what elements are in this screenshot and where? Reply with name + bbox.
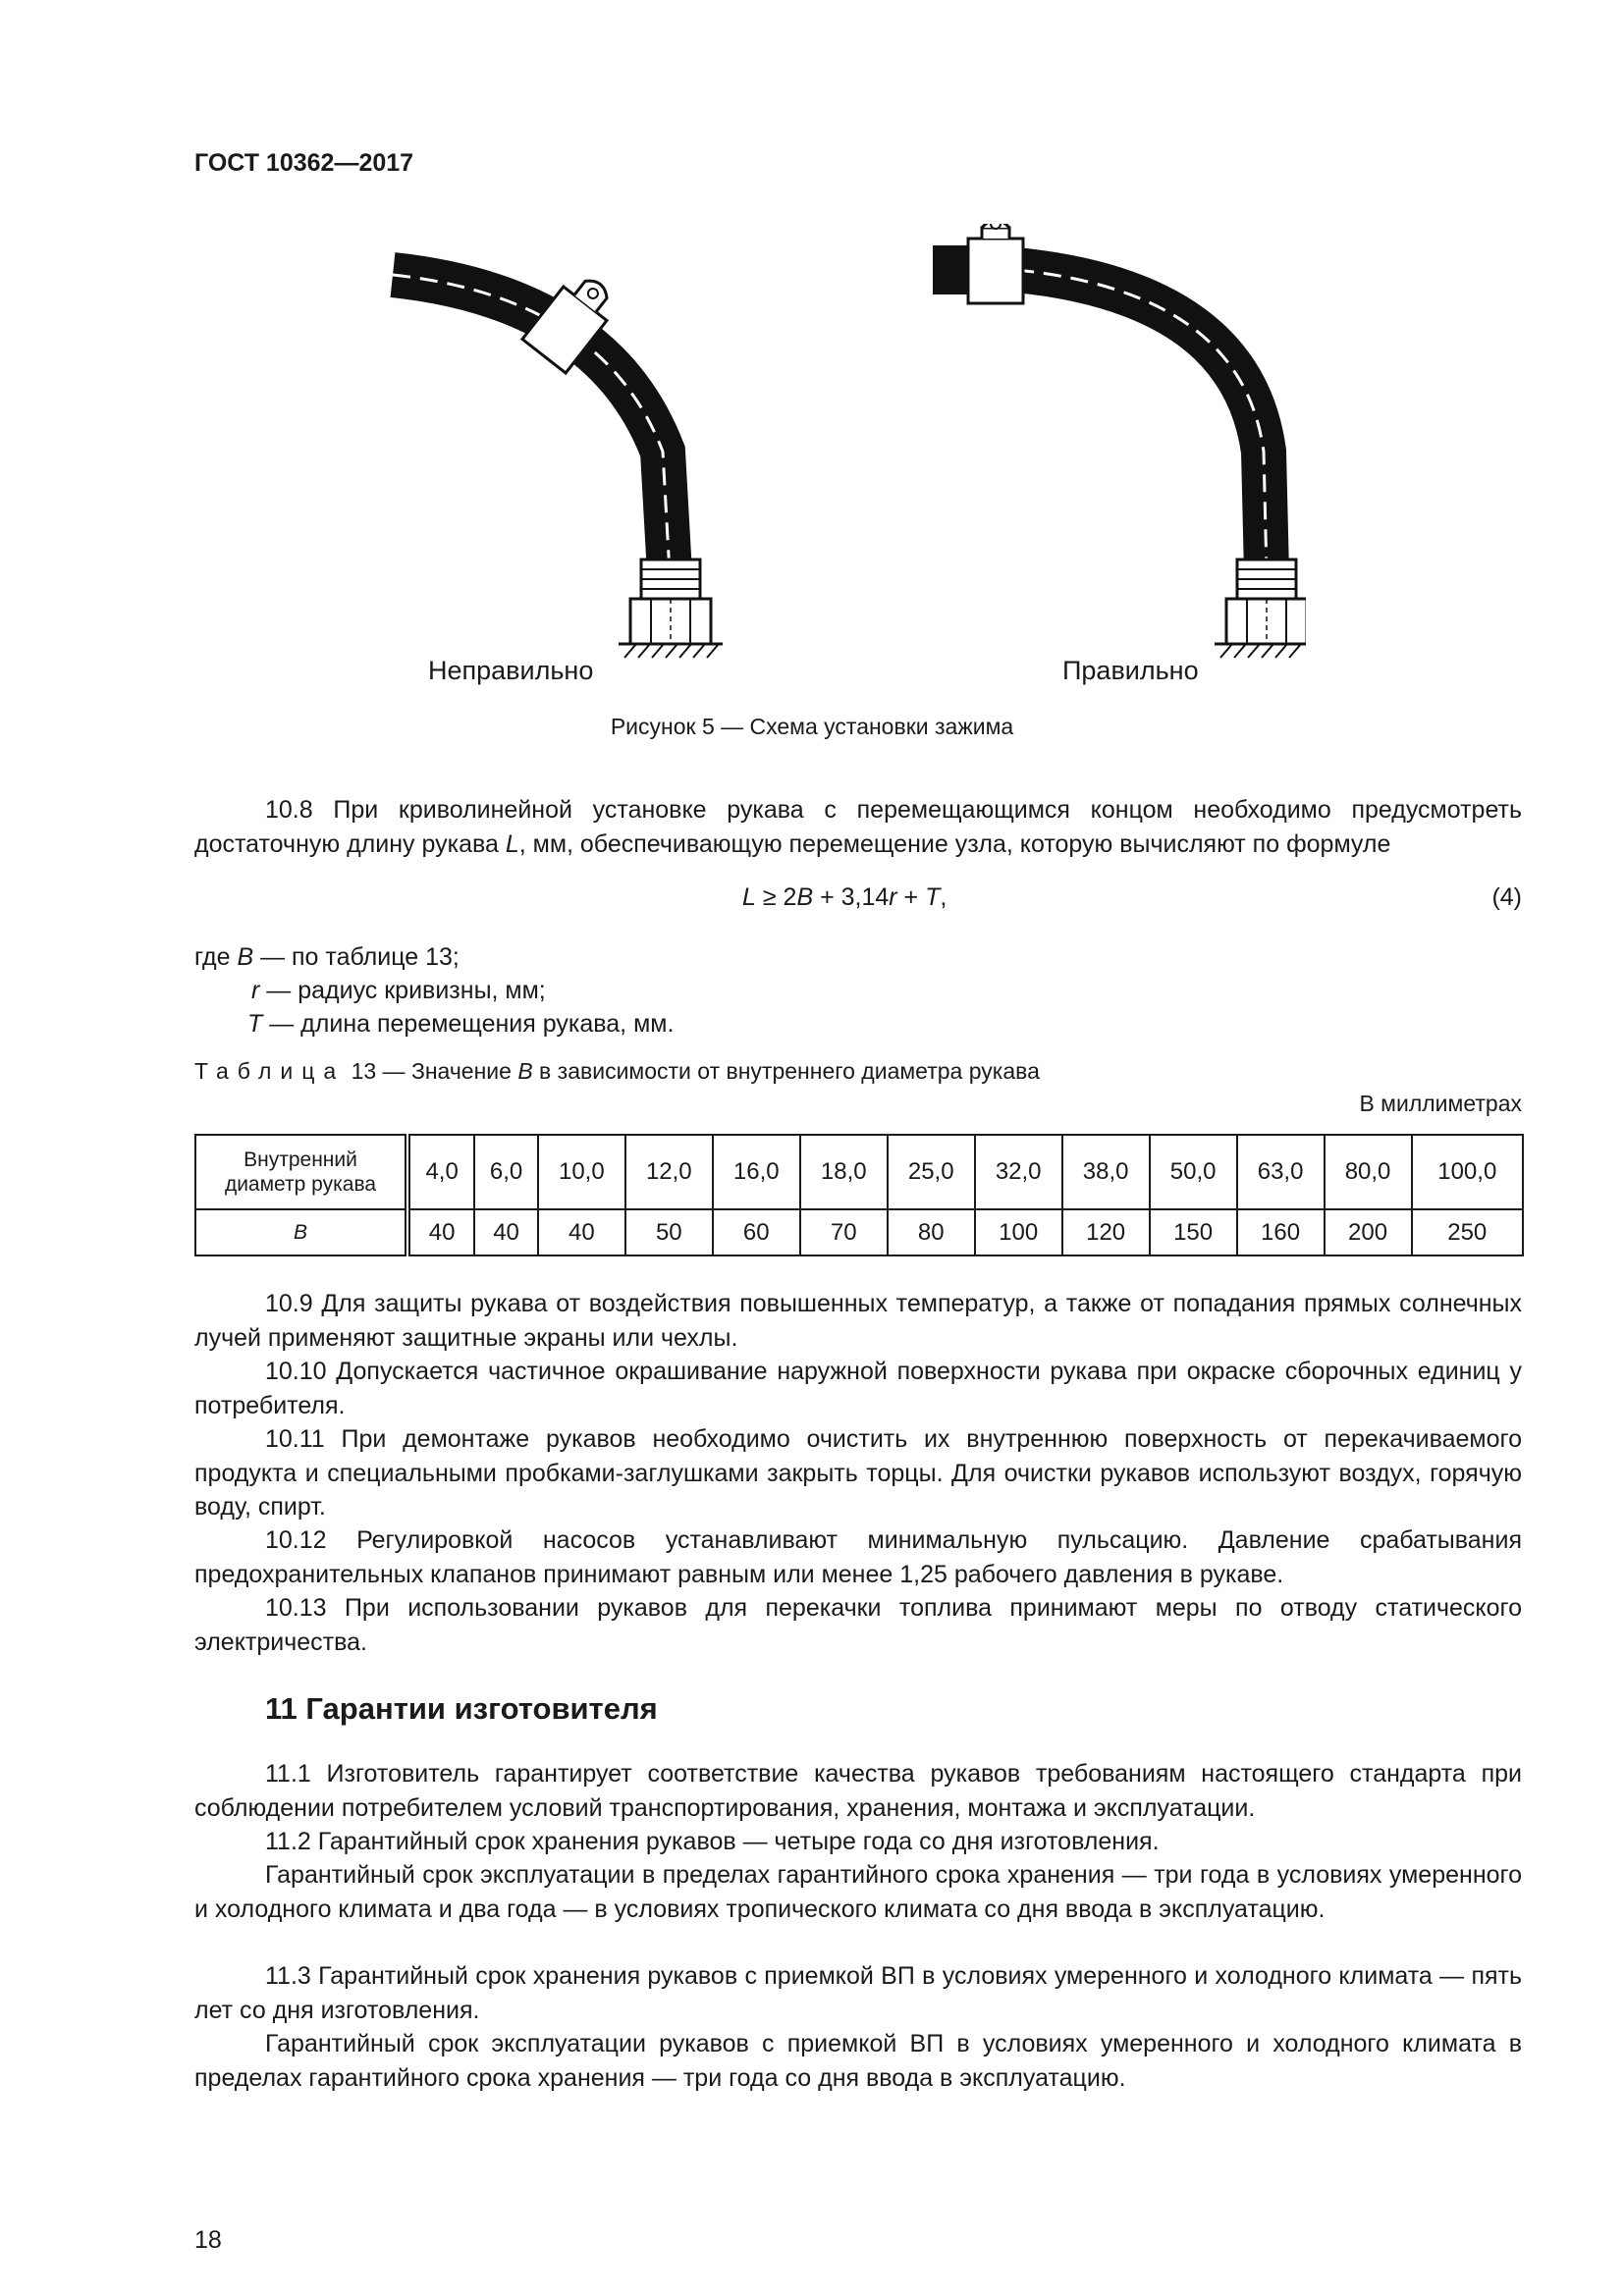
paragraph-10-8: 10.8 При криволинейной установке рукава с перемещающимся концом необходимо предусмотреть достаточную длину рукава L, мм, обеспечивающую перемещение узла, которую вычисляют по формуле bbox=[194, 796, 1522, 858]
wrong-installation-drawing bbox=[393, 267, 723, 658]
table-cell: 16,0 bbox=[713, 1135, 800, 1209]
label-correct: Правильно bbox=[1062, 656, 1199, 685]
paragraph-10-13: 10.13 При использовании рукавов для перекачки топлива принимают меры по отводу статического электричества. bbox=[194, 1594, 1522, 1656]
table-cell: 63,0 bbox=[1237, 1135, 1325, 1209]
table-cell: 250 bbox=[1412, 1209, 1523, 1255]
table-cell: 200 bbox=[1325, 1209, 1412, 1255]
table-cell: 4,0 bbox=[407, 1135, 474, 1209]
table-header-b: B bbox=[195, 1209, 407, 1255]
table-units: В миллиметрах bbox=[1359, 1091, 1522, 1116]
table-cell: 150 bbox=[1150, 1209, 1237, 1255]
table-row-diameter bbox=[195, 1135, 1523, 1209]
paragraph-11-3-warranty: Гарантийный срок эксплуатации рукавов с приемкой ВП в условиях умеренного и холодного климата в пределах гарантийного срока хранения — три года со дня ввода в эксплуатацию. bbox=[194, 2030, 1522, 2092]
paragraph-11-2: 11.2 Гарантийный срок хранения рукавов — четыре года со дня изготовления. bbox=[265, 1828, 1160, 1855]
table-cell: 50,0 bbox=[1150, 1135, 1237, 1209]
table-cell: 40 bbox=[407, 1209, 474, 1255]
table-cell: 100,0 bbox=[1412, 1135, 1523, 1209]
table-cell: 6,0 bbox=[474, 1135, 538, 1209]
figure-caption: Рисунок 5 — Схема установки зажима bbox=[610, 714, 1014, 739]
paragraph-10-12: 10.12 Регулировкой насосов устанавливают минимальную пульсацию. Давление срабатывания предохранительных клапанов принимают равным или менее 1,25 рабочего давления в рукаве. bbox=[194, 1526, 1522, 1588]
table-cell: 60 bbox=[713, 1209, 800, 1255]
table-cell: 100 bbox=[975, 1209, 1062, 1255]
clamp-installation-figure bbox=[324, 224, 1306, 685]
paragraph-11-2-warranty: Гарантийный срок эксплуатации в пределах гарантийного срока хранения — три года в условиях умеренного и холодного климата и два года — в условиях тропического климата со дня ввода в эксплуатацию. bbox=[194, 1861, 1522, 1923]
paragraph-10-11: 10.11 При демонтаже рукавов необходимо очистить их внутреннюю поверхность от перекачиваемого продукта и специальными пробками-заглушками закрыть торцы. Для очистки рукавов используют воздух, горячую воду, спирт. bbox=[194, 1425, 1522, 1521]
clamp-correct bbox=[968, 224, 1023, 303]
where-line-t: T — длина перемещения рукава, мм. bbox=[247, 1010, 675, 1038]
paragraph-11-1: 11.1 Изготовитель гарантирует соответствие качества рукавов требованиям настоящего стандарта при соблюдении потребителем условий транспортирования, хранения, монтажа и эксплуатации. bbox=[194, 1760, 1522, 1822]
table-cell: 25,0 bbox=[888, 1135, 975, 1209]
table-cell: 50 bbox=[625, 1209, 713, 1255]
table-13 bbox=[194, 1134, 1524, 1256]
paragraph-11-3: 11.3 Гарантийный срок хранения рукавов с приемкой ВП в условиях умеренного и холодного климата — пять лет со дня изготовления. bbox=[194, 1962, 1522, 2024]
page-number: 18 bbox=[194, 2226, 222, 2254]
table-cell: 38,0 bbox=[1062, 1135, 1150, 1209]
table-cell: 120 bbox=[1062, 1209, 1150, 1255]
paragraph-10-9: 10.9 Для защиты рукава от воздействия повышенных температур, а также от попадания прямых солнечных лучей применяют защитные экраны или чехлы. bbox=[194, 1290, 1522, 1352]
formula-number: (4) bbox=[1491, 883, 1522, 911]
where-line-b: где B — по таблице 13; bbox=[194, 943, 460, 971]
table-cell: 32,0 bbox=[975, 1135, 1062, 1209]
table-cell: 10,0 bbox=[538, 1135, 625, 1209]
table-cell: 40 bbox=[538, 1209, 625, 1255]
table-header-diameter: Внутренний диаметр рукава bbox=[195, 1135, 407, 1209]
label-wrong: Неправильно bbox=[428, 656, 594, 685]
where-line-r: r — радиус кривизны, мм; bbox=[251, 977, 546, 1004]
table-cell: 18,0 bbox=[800, 1135, 888, 1209]
table-cell: 80 bbox=[888, 1209, 975, 1255]
table-cell: 160 bbox=[1237, 1209, 1325, 1255]
section-11-title: 11 Гарантии изготовителя bbox=[265, 1691, 658, 1726]
correct-installation-drawing bbox=[933, 224, 1306, 658]
table-cell: 12,0 bbox=[625, 1135, 713, 1209]
formula-4: L ≥ 2B + 3,14r + T, bbox=[742, 883, 947, 911]
paragraph-10-10: 10.10 Допускается частичное окрашивание наружной поверхности рукава при окраске сборочных единиц у потребителя. bbox=[194, 1358, 1522, 1419]
document-code: ГОСТ 10362—2017 bbox=[194, 149, 414, 177]
table-cell: 40 bbox=[474, 1209, 538, 1255]
table-cell: 70 bbox=[800, 1209, 888, 1255]
table-row-b bbox=[195, 1209, 1523, 1255]
table-cell: 80,0 bbox=[1325, 1135, 1412, 1209]
table-title: Таблица 13 — Значение B в зависимости от внутреннего диаметра рукава bbox=[194, 1058, 1040, 1084]
